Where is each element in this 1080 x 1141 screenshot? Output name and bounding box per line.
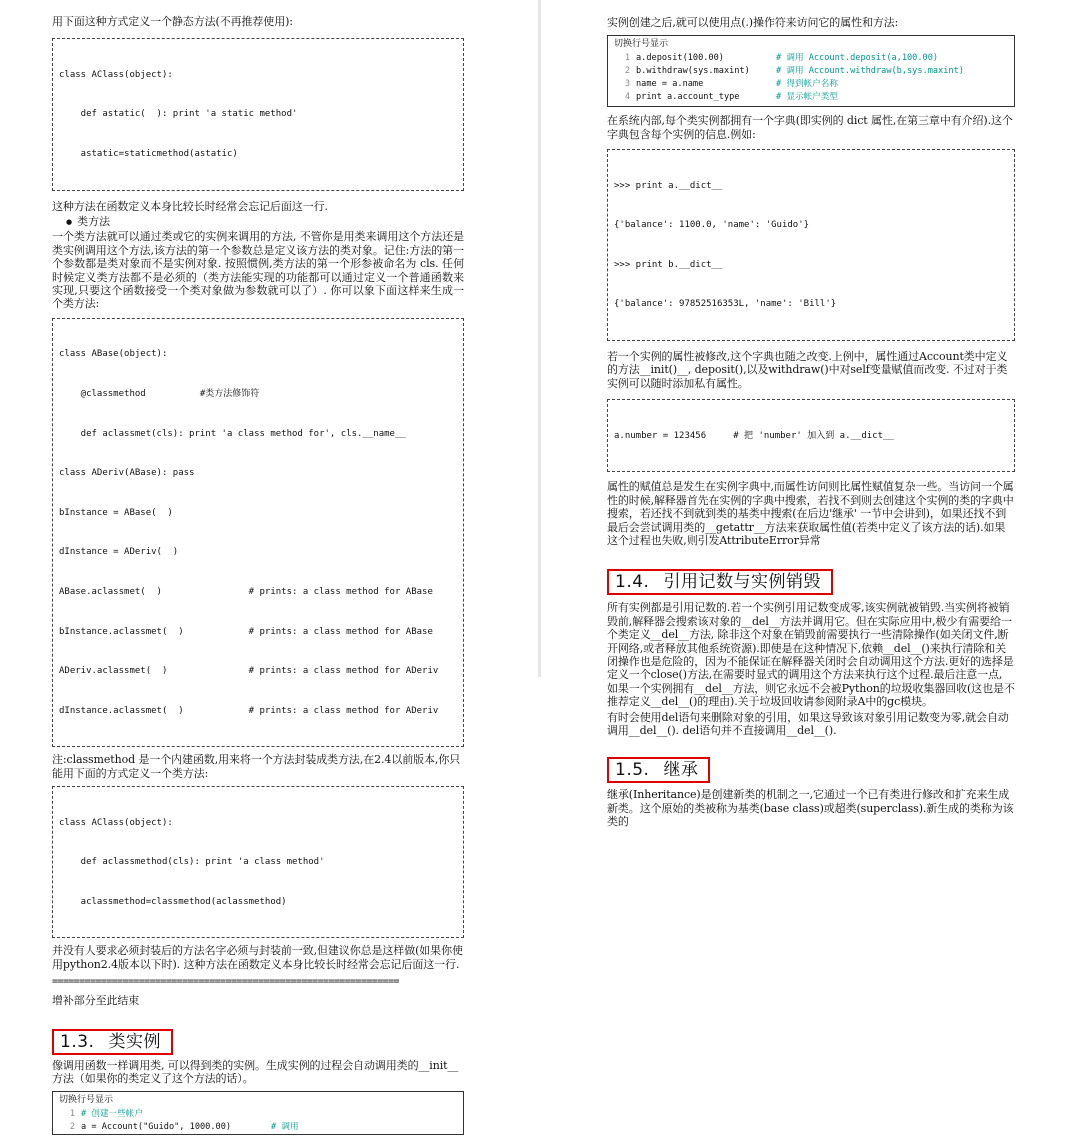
line-number: 3 [624, 79, 630, 90]
right-p4: 所有实例都是引用记数的.若一个实例引用记数变成零,该实例就被销毁.当实例将被销毁前,解释器会搜索该对象的__del__方法并调用它。但在实际应用中,极少有需要给一个类定义__del__方法, 除非这个对象在销毁前需要执行一些清除操作(如关闭文件,断开网络,或者释放其他系统资源).即使是在这种情况下,依赖__del__()来执行清除和关闭操作也是危险的，因为不能保证在解释器关闭时会自动调用这个方法.更好的选择是定义一个close()方法,在需要时显式的调用这个方法来执行这个过程.最后注意一点, 如果一个实例拥有__del__方法，则它永远不会被Python的垃圾收集器回收(这也是不推荐定义__del__()的理由).关于垃圾回收请参阅附录A中的gc模块。 [607, 601, 1015, 709]
code-block-staticmethod [52, 38, 464, 190]
right-p5: 有时会使用del语句来删除对象的引用，如果这导致该对象引用记数变为零,就会自动调用__del__(). del语句并不直接调用__del__(). [607, 710, 1009, 737]
heading-number: 1.4. [615, 572, 650, 593]
code-comment: # 调用 [271, 1122, 299, 1133]
code-comment: # 得到帐户名称 [776, 79, 838, 90]
listing-line [608, 78, 1014, 91]
listing-line [53, 1108, 463, 1121]
right-p1: 在系统内部,每个类实例都拥有一个字典(即实例的 dict 属性,在第三章中有介绍).这个字典包含每个实例的信息.例如: [607, 114, 1013, 141]
code-line: aclassmethod=classmethod(aclassmethod) [59, 896, 287, 907]
code-line: class ADeriv(ABase): pass [59, 468, 195, 479]
code-text: a = Account("Guido", 1000.00) [81, 1122, 232, 1133]
heading-box [607, 569, 833, 595]
listing-line [608, 65, 1014, 78]
left-p2: 注:classmethod 是一个内建函数,用来将一个方法封装成类方法,在2.4以前版本,你只能用下面的方式定义一个类方法: [52, 753, 461, 780]
left-page [0, 0, 538, 1133]
code-line: bInstance.aclassmet( ) # prints: a class method for ABase [59, 626, 433, 637]
left-p3: 并没有人要求必须封装后的方法名字必须与封装前一致,但建议你总是这样做(如果你使用python2.4版本以下时). 这种方法在函数定义本身比较长时经常会忘记后面这一行. [52, 944, 463, 971]
code-comment: # 调用 Account.withdraw(b,sys.maxint) [776, 66, 964, 77]
line-number: 2 [624, 66, 630, 77]
line-number: 2 [69, 1122, 75, 1133]
listing-line [53, 1121, 463, 1134]
right-p3: 属性的赋值总是发生在实例字典中,而属性访问则比属性赋值复杂一些。当访问一个属性的时候,解释器首先在实例的字典中搜索，若找不到则去创建这个实例的类的字典中搜索，若还找不到就到类的基类中搜索(在后边'继承' 一节中会讲到)，如果还找不到最后会尝试调用类的__getattr__方法来获取属性值(若类中定义了该方法的话).如果这个过程也失败,则引发AttributeError异常 [607, 480, 1014, 547]
code-text: # 创建一些帐户 [81, 1109, 143, 1120]
listing-create-accounts [52, 1091, 464, 1135]
code-line: >>> print a.__dict__ [614, 180, 723, 191]
code-block-add-attr [607, 399, 1015, 472]
code-line: class AClass(object): [59, 69, 173, 80]
line-number: 1 [624, 53, 630, 64]
code-line: a.number = 123456 # 把 'number' 加入到 a.__dict__ [614, 430, 894, 441]
toggle-line-numbers-link[interactable]: 切换行号显示 [59, 1095, 114, 1106]
code-block-classmethod-old [52, 786, 464, 938]
code-comment: # 调用 Account.deposit(a,100.00) [776, 53, 939, 64]
code-line: def aclassmet(cls): print 'a class method for', cls.__name__ [59, 428, 406, 439]
code-line: >>> print b.__dict__ [614, 259, 723, 270]
bullet-classmethod-body: 一个类方法就可以通过类或它的实例来调用的方法, 不管你是用类来调用这个方法还是类实例调用这个方法,该方法的第一个参数总是定义该方法的类对象。记住:方法的第一个参数都是类对象而不是实例对象. 按照惯例,类方法的第一个形参被命名为 cls. 任何时候定义类方法都不是必须的（类方法能实现的功能都可以通过定义一个普通函数来实现,只要这个函数接受一个类对象做为参数就可以了）. 你可以象下面这样来生成一个类方法: [52, 230, 464, 311]
code-text: name = a.name [636, 79, 704, 90]
heading-title: 类实例 [108, 1031, 161, 1052]
separator-line: ================================================================ [52, 976, 399, 988]
code-block-classmethod [52, 318, 464, 748]
code-line: {'balance': 1100.0, 'name': 'Guido'} [614, 220, 810, 231]
right-page [541, 0, 1080, 829]
code-line: class AClass(object): [59, 817, 173, 828]
right-intro: 实例创建之后,就可以使用点(.)操作符来访问它的属性和方法: [607, 16, 899, 29]
code-text: a.deposit(100.00) [636, 53, 724, 64]
right-p2: 若一个实例的属性被修改,这个字典也随之改变.上例中，属性通过Account类中定义的方法__init()__, deposit(),以及withdraw()中对self变量赋值而改变. 不过对于类实例可以随时添加私有属性。 [607, 350, 1008, 390]
code-line: @classmethod #类方法修饰符 [59, 388, 260, 399]
code-line: ADeriv.aclassmet( ) # prints: a class method for ADeriv [59, 666, 439, 677]
code-line: bInstance = ABase( ) [59, 507, 173, 518]
code-line: {'balance': 97852516353L, 'name': 'Bill'} [614, 299, 837, 310]
code-line: def astatic( ): print 'a static method' [59, 109, 298, 120]
left-p5: 像调用函数一样调用类, 可以得到类的实例。生成实例的过程会自动调用类的__init__方法（如果你的类定义了这个方法的话）。 [52, 1058, 459, 1086]
heading-box [52, 1029, 173, 1055]
left-p1: 这种方法在函数定义本身比较长时经常会忘记后面这一行. [52, 199, 328, 213]
heading-number: 1.5. [615, 760, 650, 781]
line-number: 1 [69, 1109, 75, 1120]
toggle-line-numbers-link[interactable]: 切换行号显示 [614, 39, 669, 50]
section-heading-1-3 [52, 1029, 464, 1055]
code-comment: # 显示帐户类型 [776, 92, 838, 103]
heading-box [607, 757, 710, 783]
listing-account-methods [607, 35, 1015, 107]
code-text: print a.account_type [636, 92, 740, 103]
code-line: def aclassmethod(cls): print 'a class method' [59, 857, 325, 868]
code-line: dInstance.aclassmet( ) # prints: a class method for ADeriv [59, 705, 439, 716]
line-number: 4 [624, 92, 630, 103]
code-line: ABase.aclassmet( ) # prints: a class method for ABase [59, 586, 433, 597]
listing-line [608, 91, 1014, 106]
left-p4: 增补部分至此结束 [52, 994, 140, 1008]
left-intro: 用下面这种方式定义一个静态方法(不再推荐使用): [52, 15, 293, 28]
heading-title: 继承 [663, 760, 699, 781]
heading-number: 1.3. [60, 1031, 95, 1052]
heading-title: 引用记数与实例销毁 [663, 572, 821, 593]
bullet-classmethod-title: ● 类方法 [66, 215, 464, 230]
right-p6: 继承(Inheritance)是创建新类的机制之一,它通过一个已有类进行修改和扩充来生成新类。这个原始的类被称为基类(base class)或超类(superclass).新生成的类称为该类的 [607, 788, 1014, 829]
section-heading-1-4 [607, 569, 1015, 595]
code-line: class ABase(object): [59, 349, 168, 360]
code-line: dInstance = ADeriv( ) [59, 547, 179, 558]
listing-line [608, 52, 1014, 65]
code-line: astatic=staticmethod(astatic) [59, 149, 238, 160]
code-text: b.withdraw(sys.maxint) [636, 66, 750, 77]
section-heading-1-5 [607, 757, 1015, 783]
code-block-dict [607, 149, 1015, 341]
